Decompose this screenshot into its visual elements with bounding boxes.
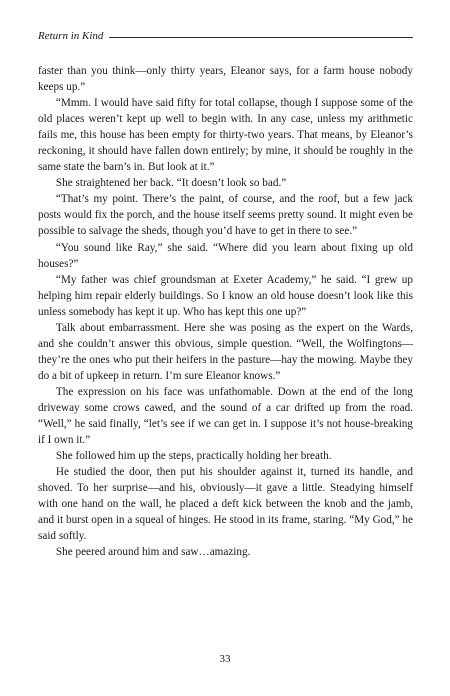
paragraph: She peered around him and saw…amazing.	[55, 546, 251, 559]
paragraph: “Mmm. I would have said fifty for total collapse, though I suppose some of the old places weren’t kept up well to begin with. In any case, unless my arithmetic fails me, this house has been empty for thirty-two years. That means, by Eleanor’s reckoning, it should have fallen down entirely; by mine, it should be roughly in the same state the barn’s in. But look at it.”	[38, 97, 413, 174]
paragraph: She followed him up the steps, practically holding her breath.	[55, 450, 332, 463]
paragraph-continued: faster than you think—only thirty years, Eleanor says, for a farm house nobody keeps up.”	[38, 65, 413, 94]
page-number: 33	[219, 653, 231, 665]
paragraph: She straightened her back. “It doesn’t look so bad.”	[55, 177, 287, 190]
paragraph: The expression on his face was unfathomable. Down at the end of the long driveway some crows cawed, and the sound of a car drifted up from the road. “Well,” he said finally, “let’s see if we can get in. I suppose it’s not house-breaking if I own it.”	[38, 385, 413, 447]
paragraph: “You sound like Ray,” she said. “Where did you learn about fixing up old houses?”	[38, 241, 413, 270]
running-header	[38, 30, 413, 42]
running-title: Return in Kind	[38, 30, 104, 42]
paragraph: “My father was chief groundsman at Exeter Academy,” he said. “I grew up helping him repair elderly buildings. So I know an old house doesn’t look like this unless somebody has kept it up. Who has kept this one up?”	[38, 273, 413, 318]
paragraph: Talk about embarrassment. Here she was posing as the expert on the Wards, and she couldn’t answer this obvious, simple question. “Well, the Wolfingtons—they’re the ones who put their heifers in the pasture—hay the mowing. Maybe they do a bit of upkeep in return. I’m sure Eleanor knows.”	[38, 321, 413, 382]
header-rule	[109, 37, 413, 38]
paragraph: He studied the door, then put his shoulder against it, turned its handle, and shoved. To her surprise—and his, obviously—it gave a little. Steadying himself with one hand on the wall, he placed a deft kick between the knob and the jamb, and it burst open in a squeal of hinges. He stood in its frame, staring. “My God,” he said softly.	[38, 466, 413, 543]
paragraph: “That’s my point. There’s the paint, of course, and the roof, but a few jack posts would fix the porch, and the house itself seems pretty sound. It might even be possible to salvage the sheds, though you’d have to get in there to see.”	[38, 193, 413, 238]
body-text	[38, 63, 413, 560]
